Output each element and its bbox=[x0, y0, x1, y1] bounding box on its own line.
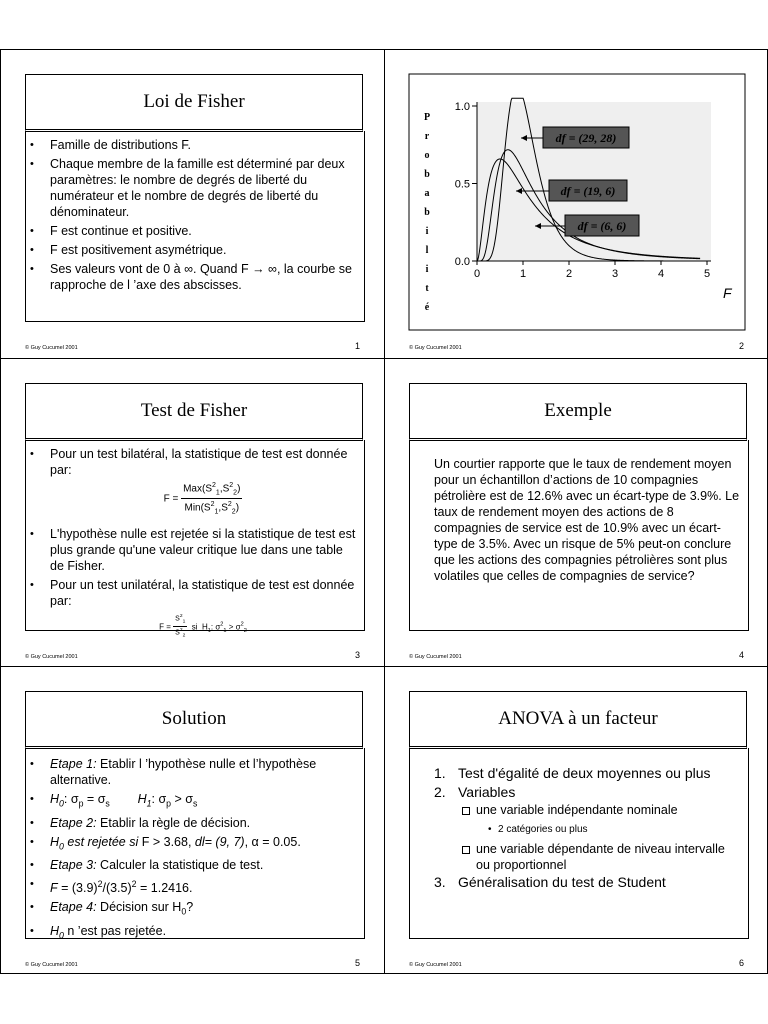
list-item: • Etape 4: Décision sur $H_0$? bbox=[50, 899, 356, 920]
list-item bbox=[50, 857, 356, 873]
dl-label: dl= bbox=[194, 834, 212, 849]
list-item: • $F = (3.9)^2/(3.5)^2 = 1.2416$. bbox=[50, 876, 356, 896]
curve-label: df = (19, 6) bbox=[560, 184, 616, 198]
step-label: Etape 1: bbox=[50, 757, 97, 771]
item-text: Généralisation du test de Student bbox=[458, 874, 666, 890]
slide-title: Solution bbox=[25, 691, 363, 749]
x-tick-label: 3 bbox=[611, 268, 619, 280]
formula-lhs: F = bbox=[163, 493, 179, 505]
x-tick-label: 2 bbox=[565, 268, 573, 280]
footer-credit: © Guy Cucumel 2001 bbox=[25, 654, 78, 660]
y-label-letter: o bbox=[424, 150, 430, 161]
list-item: • Ses valeurs vont de 0 à ∞. Quand F → ∞, la courbe se rapproche de l ’axe des abscisses. bbox=[50, 261, 356, 293]
slide-body bbox=[25, 131, 365, 322]
slide-3 bbox=[1, 359, 384, 666]
rule-text: est rejetée si bbox=[67, 834, 139, 849]
y-tick-label: 1.0 bbox=[454, 101, 470, 113]
page-number: 2 bbox=[738, 341, 744, 351]
list-item: • Chaque membre de la famille est déterminé par deux paramètres: le nombre de degrés de liberté du numérateur et le nombre de degrés de liberté du dénominateur. bbox=[50, 156, 356, 220]
formula-fraction: $\frac{Max(S^2_1,S^2_2)}{Min(S^2_1,S^2_2)}$ bbox=[183, 482, 241, 516]
step-label: Etape 3: bbox=[50, 858, 97, 872]
bilateral-formula bbox=[50, 480, 356, 518]
y-tick-label: 0.0 bbox=[454, 256, 470, 268]
slide-6 bbox=[385, 667, 768, 974]
formula-numerator: Max(S bbox=[183, 483, 212, 495]
y-label-letter: b bbox=[424, 207, 430, 218]
footer-credit: © Guy Cucumel 2001 bbox=[409, 345, 462, 351]
slide-2 bbox=[385, 50, 768, 357]
item-text: Test d'égalité de deux moyennes ou plus bbox=[458, 765, 711, 781]
y-label-letter: i bbox=[425, 226, 429, 237]
y-label-letter: é bbox=[424, 302, 430, 313]
bullet-text: Pour un test bilatéral, la statistique de test est donnée par: bbox=[50, 447, 348, 477]
list-item: • L'hypothèse nulle est rejetée si la statistique de test est plus grande qu'une valeur critique lue dans une table de Fisher. bbox=[50, 526, 356, 574]
y-label-letter: l bbox=[425, 245, 429, 256]
y-label-letter: a bbox=[424, 188, 430, 199]
slide-1 bbox=[1, 50, 384, 357]
curve-label: df = (29, 28) bbox=[555, 131, 617, 145]
bullet-list bbox=[28, 756, 356, 943]
y-label-letter: b bbox=[424, 169, 430, 180]
page-number: 5 bbox=[354, 958, 360, 968]
step-text: Calculer la statistique de test. bbox=[96, 858, 264, 872]
page-number: 4 bbox=[738, 650, 744, 660]
step-text: Etablir l ’hypothèse nulle et l’hypothèse alternative. bbox=[50, 757, 317, 787]
slide-title: Exemple bbox=[409, 383, 747, 441]
footer-credit: © Guy Cucumel 2001 bbox=[409, 962, 462, 968]
list-item: 3. Généralisation du test de Student bbox=[434, 874, 666, 890]
slide-body bbox=[25, 440, 365, 640]
y-label-letter: P bbox=[423, 112, 431, 123]
slide-5 bbox=[1, 667, 384, 974]
slide-title: Loi de Fisher bbox=[25, 74, 363, 132]
alpha-value: , α = 0.05. bbox=[244, 834, 301, 849]
list-item bbox=[50, 577, 356, 641]
slide-body bbox=[25, 748, 365, 939]
slide-body bbox=[409, 748, 749, 939]
y-label-letter: i bbox=[425, 264, 429, 275]
bullet-list bbox=[28, 446, 356, 641]
list-item bbox=[50, 756, 356, 788]
sub-item: une variable dépendante de niveau intervalle ou proportionnel bbox=[458, 841, 740, 873]
dl-value: (9, 7) bbox=[211, 834, 245, 849]
x-axis-label: F bbox=[723, 285, 732, 301]
list-item: • Famille de distributions F. bbox=[50, 137, 356, 153]
bullet-text: Pour un test unilatéral, la statistique de test est donnée par: bbox=[50, 577, 355, 608]
sub-sub-item: • 2 catégories ou plus bbox=[458, 820, 740, 839]
slide-body bbox=[409, 440, 749, 631]
question-mark: ? bbox=[186, 900, 194, 915]
step-label: Etape 2: bbox=[50, 815, 97, 830]
slide-grid bbox=[0, 49, 768, 974]
list-item: • $H_0$ est rejetée si F > 3.68, dl= (9, 7), α = 0.05. bbox=[50, 834, 356, 855]
list-item: • $H_0$: $\sigma_p = \sigma_s$ $H_1$: $\sigma_p > \sigma_s$ bbox=[50, 791, 356, 812]
step-label: Etape 4: bbox=[50, 900, 97, 915]
list-item bbox=[50, 446, 356, 518]
list-item: 1. Test d'égalité de deux moyennes ou plus bbox=[434, 765, 711, 781]
step-text: Etablir la règle de décision. bbox=[96, 815, 251, 830]
slide-4 bbox=[385, 359, 768, 666]
bullet-list bbox=[28, 137, 356, 293]
slide-title: Test de Fisher bbox=[25, 383, 363, 441]
footer-credit: © Guy Cucumel 2001 bbox=[409, 654, 462, 660]
page-number: 1 bbox=[354, 341, 360, 351]
list-item: • $H_0$ n ’est pas rejetée. bbox=[50, 923, 356, 944]
page-number: 6 bbox=[738, 958, 744, 968]
item-text: Variables bbox=[458, 784, 516, 800]
rule-value: F > 3.68, bbox=[138, 834, 195, 849]
y-label-letter: t bbox=[425, 283, 429, 294]
conclusion-text: n ’est pas rejetée. bbox=[63, 923, 167, 938]
x-tick-label: 1 bbox=[519, 268, 527, 280]
step-text: Décision sur H bbox=[96, 900, 182, 915]
y-label-letter: r bbox=[424, 131, 430, 142]
list-item: • F est continue et positive. bbox=[50, 223, 356, 239]
example-text: Un courtier rapporte que le taux de rendement moyen pour un échantillon d’actions de 10 compagnies pétrolière est de 12.6% avec un écart-type de 3.9%. Le taux de rendement moyen des actions de 8 compagnies de service est de 10.9% avec un écart-type de 3.5%. Avec un risque de 5% peut-on conclure que les actions des compagnies pétrolières sont plus volatiles que celles de compagnies de service? bbox=[434, 457, 740, 583]
page-number: 3 bbox=[354, 650, 360, 660]
x-tick-label: 5 bbox=[703, 268, 711, 280]
list-item: 2. Variables une variable indépendante nominale • 2 catégories ou plus une variable dépendante de niveau intervalle ou proportionnel bbox=[410, 783, 740, 873]
formula-denominator: Min(S bbox=[184, 502, 211, 514]
numbered-list bbox=[410, 764, 740, 892]
x-tick-label: 4 bbox=[657, 268, 665, 280]
slide-title: ANOVA à un facteur bbox=[409, 691, 747, 749]
footer-credit: © Guy Cucumel 2001 bbox=[25, 962, 78, 968]
unilateral-formula: F = $\frac{S^2_1}{S^2_2}$ si $H_1$: $\sigma^2_1 > \sigma^2_2$ bbox=[159, 613, 247, 640]
list-item bbox=[50, 815, 356, 831]
curve-label: df = (6, 6) bbox=[577, 219, 627, 233]
f-calc-result: = 1.2416. bbox=[136, 881, 193, 896]
f-distribution-chart bbox=[385, 50, 768, 357]
y-tick-label: 0.5 bbox=[454, 178, 470, 191]
footer-credit: © Guy Cucumel 2001 bbox=[25, 345, 78, 351]
x-tick-label: 0 bbox=[473, 268, 481, 280]
list-item: • F est positivement asymétrique. bbox=[50, 242, 356, 258]
sub-item: une variable indépendante nominale bbox=[458, 802, 740, 818]
